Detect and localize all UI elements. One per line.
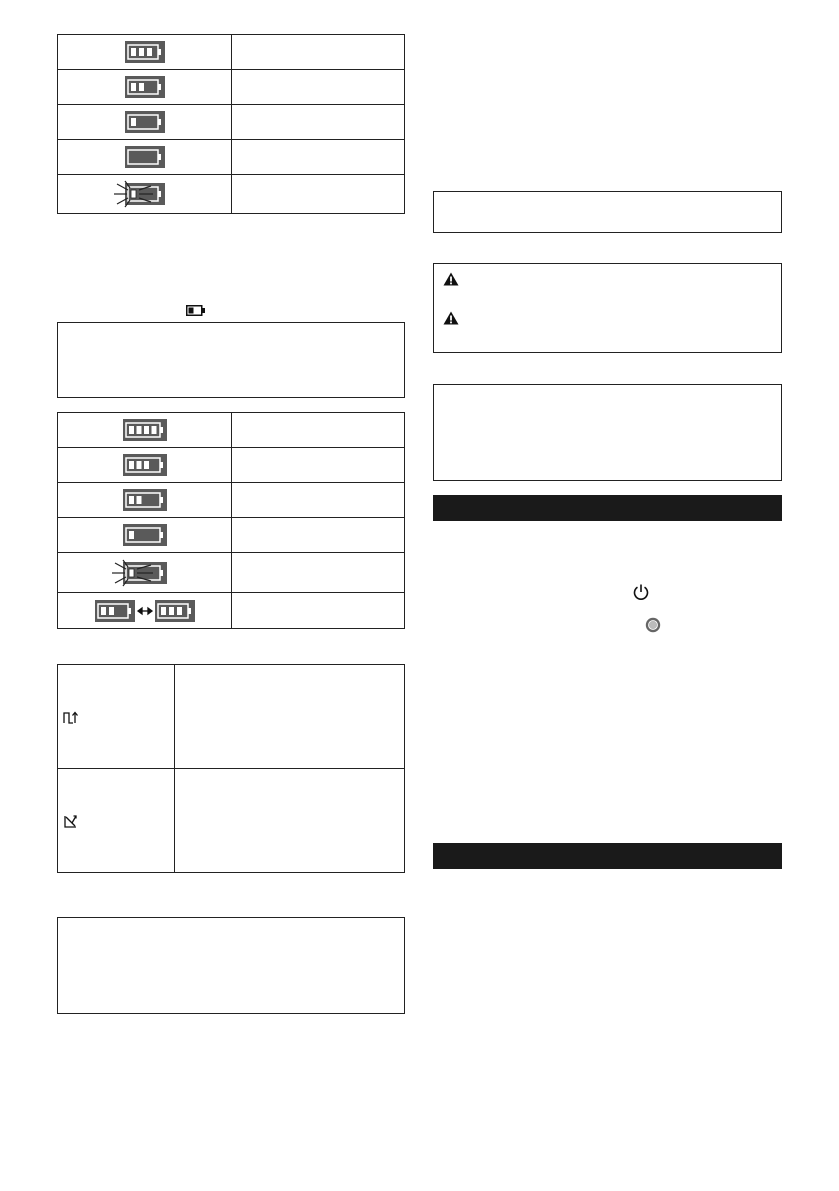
- status-description: [175, 665, 405, 769]
- note-box: [433, 384, 782, 481]
- battery-alternating-icon: [95, 600, 195, 622]
- indicator-cell: [58, 175, 232, 214]
- battery-empty-icon: [125, 146, 165, 168]
- indicator-cell: [58, 70, 232, 105]
- indicator-description: [232, 35, 405, 70]
- section-heading-bar: [433, 843, 782, 869]
- indicator-cell: [58, 413, 232, 448]
- status-icon-cell: [58, 665, 175, 769]
- status-description: [175, 769, 405, 873]
- battery-3-segments-icon: [123, 454, 167, 476]
- battery-indicator-table-b: [57, 412, 405, 629]
- section-heading-bar: [433, 495, 782, 521]
- indicator-cell: [58, 35, 232, 70]
- battery-2-segments-icon: [125, 76, 165, 98]
- indicator-cell: [58, 105, 232, 140]
- battery-4-segments-icon: [123, 419, 167, 441]
- indicator-cell: [58, 553, 232, 593]
- battery-1-segment-icon: [123, 524, 167, 546]
- overload-icon: [63, 710, 79, 724]
- status-icon-cell: [58, 769, 175, 873]
- battery-blinking-icon: [113, 180, 177, 208]
- warning-box: [433, 263, 782, 353]
- battery-indicator-table-a: [57, 34, 405, 214]
- indicator-cell: [58, 140, 232, 175]
- indicator-cell: [58, 518, 232, 553]
- battery-1-segment-icon: [125, 111, 165, 133]
- indicator-description: [232, 483, 405, 518]
- indicator-description: [232, 105, 405, 140]
- indicator-description: [232, 140, 405, 175]
- indicator-description: [232, 70, 405, 105]
- indicator-description: [232, 448, 405, 483]
- indicator-description: [232, 518, 405, 553]
- note-box: [433, 191, 782, 233]
- overheat-icon: [63, 814, 79, 828]
- indicator-cell: [58, 593, 232, 629]
- note-box: [57, 917, 405, 1014]
- note-box: [57, 322, 405, 398]
- indicator-description: [232, 593, 405, 629]
- indicator-description: [232, 413, 405, 448]
- indicator-description: [232, 175, 405, 214]
- battery-blinking-icon: [111, 559, 179, 587]
- round-button-icon: [645, 617, 661, 633]
- warning-triangle-icon: [443, 311, 459, 325]
- protection-status-table: [57, 664, 405, 873]
- indicator-description: [232, 553, 405, 593]
- indicator-cell: [58, 448, 232, 483]
- indicator-cell: [58, 483, 232, 518]
- battery-3-segments-icon: [125, 41, 165, 63]
- low-battery-icon: [186, 305, 206, 316]
- warning-triangle-icon: [443, 272, 459, 286]
- battery-2-segments-icon: [123, 489, 167, 511]
- power-icon: [632, 583, 650, 601]
